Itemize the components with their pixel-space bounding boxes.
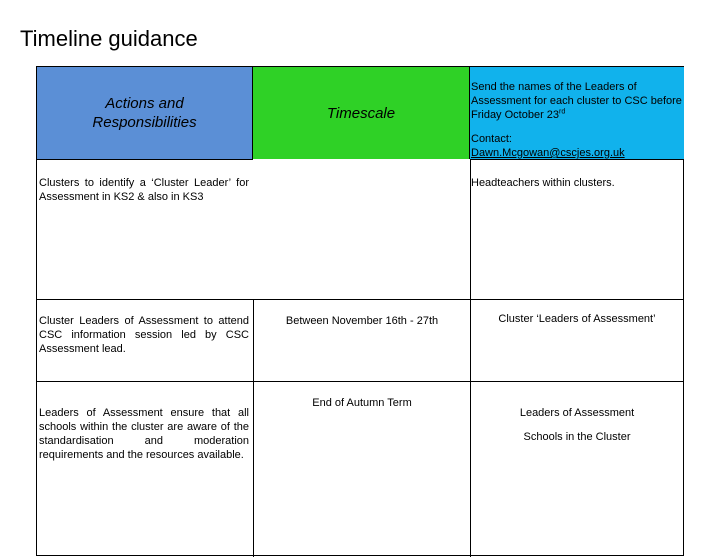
row2-timescale: Between November 16th - 27th <box>285 315 439 327</box>
header-timescale-label: Timescale <box>326 104 396 122</box>
page-title: Timeline guidance <box>20 26 198 51</box>
row1-action: Clusters to identify a ‘Cluster Leader’ for Assessment in KS2 & also in KS3 <box>39 177 249 203</box>
row2-action: Cluster Leaders of Assessment to attend CSC information session led by CSC Assessment lead. <box>39 315 249 355</box>
row3-who: Leaders of Assessment <box>519 407 635 419</box>
row3-timescale: End of Autumn Term <box>312 397 412 409</box>
column-divider <box>470 159 471 557</box>
header-divider <box>37 159 253 160</box>
contact-email-link[interactable]: Dawn.Mcgowan@cscjes.org.uk <box>471 147 625 159</box>
header-actions-label: Actions and Responsibilities <box>92 95 197 131</box>
row1-who: Headteachers within clusters. <box>471 177 615 189</box>
header-contact <box>470 67 684 159</box>
row2-who: Cluster ‘Leaders of Assessment’ <box>498 313 656 325</box>
header-timescale <box>253 67 470 159</box>
contact-instructions <box>471 80 684 122</box>
date-suffix: rd <box>559 108 566 116</box>
row-divider <box>37 299 683 300</box>
row3-who-secondary: Schools in the Cluster <box>523 431 631 443</box>
header-divider-right <box>470 159 684 160</box>
column-divider <box>253 299 254 557</box>
row3-action: Leaders of Assessment ensure that all schools within the cluster are aware of the standardisation and moderation requirements and the resources available. <box>39 407 249 461</box>
header-actions <box>37 67 253 159</box>
row-divider <box>37 381 683 382</box>
timeline-table <box>36 66 684 556</box>
contact-label: Contact: <box>471 133 512 145</box>
contact-instructions-text: Send the names of the Leaders of Assessment for each cluster to CSC before Friday October 23 <box>471 81 682 121</box>
